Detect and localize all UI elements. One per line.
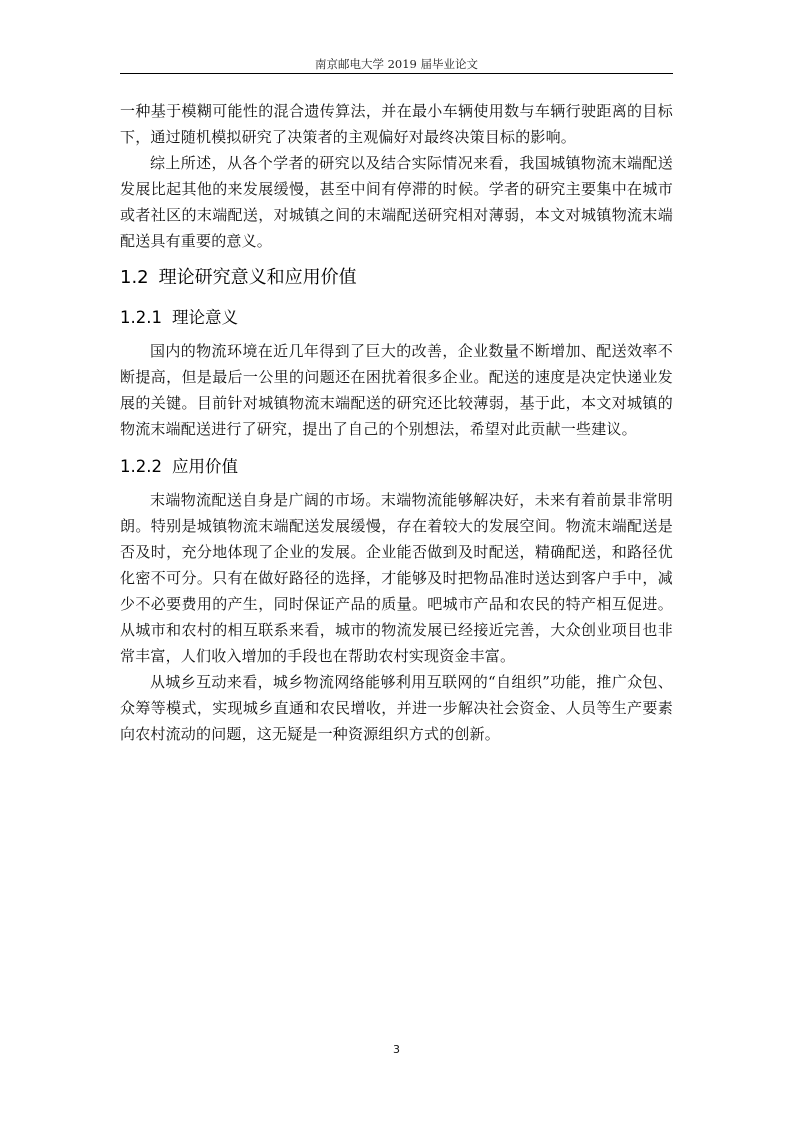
continued-paragraph: 一种基于模糊可能性的混合遗传算法，并在最小车辆使用数与车辆行驶距离的目标下，通过随机模拟研究了决策者的主观偏好对最终决策目标的影响。 — [120, 102, 673, 146]
section-heading-1-2-2 — [120, 453, 673, 481]
section-title: 理论研究意义和应用价值 — [158, 267, 357, 288]
application-paragraph-1: 末端物流配送自身是广阔的市场。末端物流能够解决好，未来有着前景非常明朗。特别是城镇物流末端配送发展缓慢，存在着较大的发展空间。物流末端配送是否及时，充分地体现了企业的发展。企业能否做到及时配送，精确配送，和路径优化密不可分。只有在做好路径的选择，才能够及时把物品准时送达到客户手中，减少不必要费用的产生，同时保证产品的质量。吧城市产品和农民的特产相互促进。从城市和农村的相互联系来看，城市的物流发展已经接近完善，大众创业项目也非常丰富，人们收入增加的手段也在帮助农村实现资金丰富。 — [120, 491, 673, 665]
application-paragraph-2: 从城乡互动来看，城乡物流网络能够利用互联网的“自组织”功能，推广众包、众筹等模式，实现城乡直通和农民增收，并进一步解决社会资金、人员等生产要素向农村流动的问题，这无疑是一种资源组织方式的创新。 — [120, 673, 673, 743]
header-rule — [120, 73, 673, 74]
subsection-title: 应用价值 — [171, 457, 238, 476]
subsection-number: 1.2.2 — [120, 457, 162, 476]
subsection-number: 1.2.1 — [120, 308, 162, 327]
section-heading-1-2-1 — [120, 304, 673, 332]
subsection-title: 理论意义 — [171, 308, 238, 327]
summary-paragraph: 综上所述，从各个学者的研究以及结合实际情况来看，我国城镇物流末端配送发展比起其他的来发展缓慢，甚至中间有停滞的时候。学者的研究主要集中在城市或者社区的末端配送，对城镇之间的末端配送研究相对薄弱，本文对城镇物流末端配送具有重要的意义。 — [120, 154, 673, 250]
section-heading-1-2 — [120, 263, 673, 293]
running-header: 南京邮电大学 2019 届毕业论文 — [314, 57, 479, 71]
section-number: 1.2 — [120, 267, 149, 288]
page-body — [120, 98, 673, 747]
theory-paragraph: 国内的物流环境在近几年得到了巨大的改善，企业数量不断增加、配送效率不断提高，但是最后一公里的问题还在困扰着很多企业。配送的速度是决定快递业发展的关键。目前针对城镇物流末端配送的研究还比较薄弱，基于此，本文对城镇的物流末端配送进行了研究，提出了自己的个别想法，希望对此贡献一些建议。 — [120, 342, 673, 438]
page-number: 3 — [393, 1043, 400, 1056]
